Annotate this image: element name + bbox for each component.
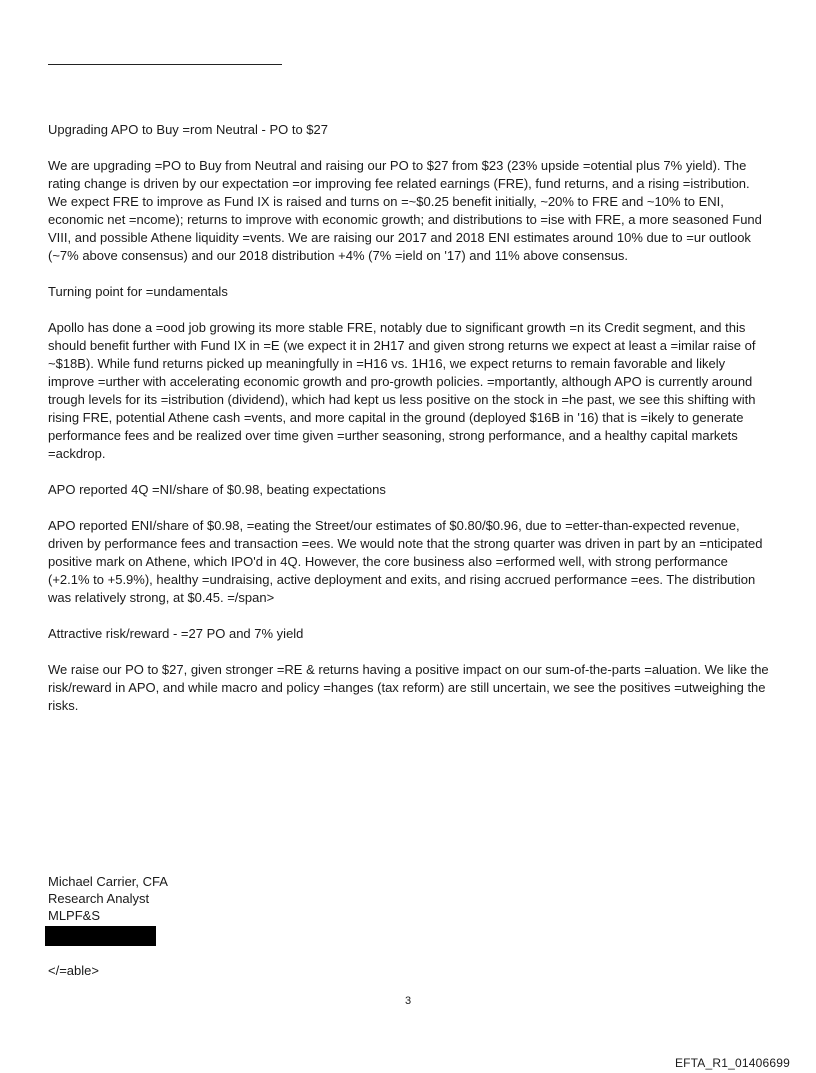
top-divider-line: [48, 64, 282, 65]
analyst-firm: MLPF&S: [48, 908, 101, 923]
analyst-title: Research Analyst: [48, 891, 150, 906]
analyst-signature: [48, 873, 168, 924]
section-heading-turning-point: Turning point for =undamentals: [48, 284, 228, 299]
section-heading-4q-results: APO reported 4Q =NI/share of $0.98, beating expectations: [48, 482, 386, 497]
trailing-markup-text: </=able>: [48, 963, 99, 978]
section-body-turning-point: Apollo has done a =ood job growing its more stable FRE, notably due to significant growth =n its Credit segment, and this should benefit further with Fund IX in =E (we expect it in 2H17 and given strong returns we expect at least a =imilar raise of ~$18B). While fund returns picked up meaningfully in =H16 vs. 1H16, we expect returns to remain favorable and likely improve =urther with accelerating economic growth and pro-growth policies. =mportantly, although APO is currently around trough levels for its =istribution (dividend), which had kept us less positive on the stock in =he past, we see this shifting with rising FRE, potential Athene cash =vents, and more capital in the ground (deployed $16B in '16) that is =ikely to generate performance fees and be realized over time given =urther seasoning, strong performance, and a healthy capital markets =ackdrop.: [48, 320, 756, 461]
report-body: [48, 121, 772, 733]
section-body-risk-reward: We raise our PO to $27, given stronger =RE & returns having a positive impact on our sum-of-the-parts =aluation. We like the risk/reward in APO, and while macro and policy =hanges (tax reform) are still uncertain, we see the positives =utweighing the risks.: [48, 662, 769, 713]
section-heading-risk-reward: Attractive risk/reward - =27 PO and 7% yield: [48, 626, 304, 641]
redaction-block: [45, 926, 156, 946]
analyst-name: Michael Carrier, CFA: [48, 874, 168, 889]
section-body-upgrade: We are upgrading =PO to Buy from Neutral and raising our PO to $27 from $23 (23% upside =otential plus 7% yield). The rating change is driven by our expectation =or improving fee related earnings (FRE), fund returns, and a rising =istribution. We expect FRE to improve as Fund IX is raised and turns on =~$0.25 benefit initially, ~20% to FRE and ~10% to ENI, economic net =ncome); returns to improve with economic growth; and distributions to =ise with FRE, a more seasoned Fund VIII, and possible Athene liquidity =vents. We are raising our 2017 and 2018 ENI estimates around 10% due to =ur outlook (~7% above consensus) and our 2018 distribution +4% (7% =ield on '17) and 11% above consensus.: [48, 158, 762, 263]
document-id-stamp: EFTA_R1_01406699: [674, 1056, 790, 1070]
page-number: 3: [404, 995, 412, 1007]
section-heading-upgrade: Upgrading APO to Buy =rom Neutral - PO to $27: [48, 122, 329, 137]
section-body-4q-results: APO reported ENI/share of $0.98, =eating the Street/our estimates of $0.80/$0.96, due to =etter-than-expected revenue, driven by performance fees and transaction =ees. We would note that the strong quarter was driven in part by an =nticipated positive mark on Athene, which IPO'd in 4Q. However, the core business also =erformed well, with strong performance (+2.1% to +5.9%), healthy =undraising, active deployment and exits, and rising accrued performance =ees. The distribution was relatively strong, at $0.45. =/span>: [48, 518, 763, 605]
